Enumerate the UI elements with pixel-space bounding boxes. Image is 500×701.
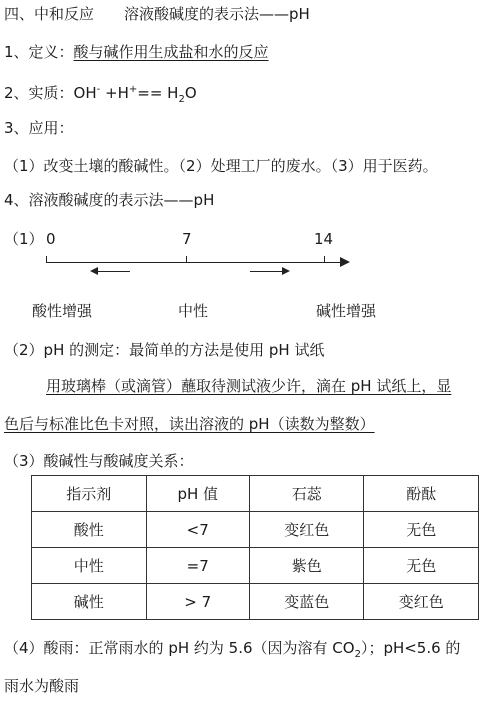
application-items: （1）改变土壤的酸碱性。（2）处理工厂的废水。（3）用于医药。	[4, 157, 438, 175]
essence-o: O	[184, 84, 197, 102]
essence-oh-charge: -	[96, 84, 101, 95]
table-cell: 变红色	[364, 584, 479, 620]
definition-prefix: 1、定义：	[4, 43, 74, 61]
ph-scale-axis	[46, 262, 346, 263]
table-cell: 变蓝色	[249, 584, 364, 620]
base-arrow-line	[250, 271, 284, 272]
table-cell: 酸性	[32, 512, 147, 548]
table-row	[32, 584, 479, 620]
acid-arrow-line	[96, 271, 130, 272]
tick-14	[324, 256, 325, 262]
table-row	[32, 512, 479, 548]
table-cell: 碱性	[32, 584, 147, 620]
base-arrow-head-icon	[282, 267, 290, 275]
acid-rain-text-a: （4）酸雨：正常雨水的 pH 约为 5.6（因为溶有 CO	[4, 639, 355, 657]
table-header-cell: 石蕊	[249, 476, 364, 512]
base-increase-label: 碱性增强	[316, 302, 377, 320]
essence-prefix: 2、实质：	[4, 84, 74, 102]
section-subtitle: 溶液酸碱度的表示法——pH	[124, 5, 310, 23]
scale-end-label: 14	[314, 230, 334, 248]
definition-text: 酸与碱作用生成盐和水的反应	[73, 43, 269, 61]
section-heading	[4, 4, 310, 24]
tick-0	[46, 256, 47, 262]
essence-oh: OH	[73, 84, 97, 102]
acid-rain-line-2: 雨水为酸雨	[4, 677, 80, 695]
essence-h2o-subscript: 2	[178, 94, 185, 105]
acid-arrow-head-icon	[90, 267, 98, 275]
table-cell: > 7	[146, 584, 249, 620]
co2-subscript: 2	[354, 649, 361, 660]
ph-scale-axis-arrowhead	[340, 257, 350, 267]
indicator-table	[31, 475, 479, 620]
table-header-cell: 酚酞	[364, 476, 479, 512]
essence-h-charge: +	[128, 84, 138, 95]
scale-start-label: 0	[46, 230, 56, 248]
essence-equals-h: == H	[137, 84, 179, 102]
table-cell: =7	[146, 548, 249, 584]
table-header-cell: pH 值	[146, 476, 249, 512]
acid-increase-label: 酸性增强	[32, 302, 93, 320]
table-cell: 中性	[32, 548, 147, 584]
table-cell: <7	[146, 512, 249, 548]
measure-line-2: 色后与标准比色卡对照，读出溶液的 pH（读数为整数）	[4, 415, 375, 433]
neutral-label: 中性	[178, 302, 209, 320]
tick-7	[186, 256, 187, 262]
ph-section-title: 4、溶液酸碱度的表示法——pH	[4, 191, 215, 209]
acid-rain-line-1	[4, 638, 460, 665]
section-title: 四、中和反应	[4, 5, 95, 23]
essence-line	[4, 80, 197, 110]
measure-label: （2）pH 的测定：最简单的方法是使用 pH 试纸	[4, 341, 325, 359]
essence-plus-h: +H	[100, 84, 129, 102]
measure-line-1: 用玻璃棒（或滴管）蘸取待测试液少许，滴在 pH 试纸上，显	[46, 377, 452, 395]
table-cell: 无色	[364, 512, 479, 548]
table-cell: 变红色	[249, 512, 364, 548]
acid-rain-text-b: ）；pH<5.6 的	[360, 639, 461, 657]
application-title: 3、应用：	[4, 119, 74, 137]
definition-line	[4, 42, 269, 62]
table-row	[32, 548, 479, 584]
table-header-cell: 指示剂	[32, 476, 147, 512]
relation-title: （3）酸碱性与酸碱度关系：	[4, 452, 194, 470]
scale-prefix: （1）	[4, 230, 44, 248]
table-header-row	[32, 476, 479, 512]
table-cell: 紫色	[249, 548, 364, 584]
scale-mid-label: 7	[182, 230, 192, 248]
table-cell: 无色	[364, 548, 479, 584]
